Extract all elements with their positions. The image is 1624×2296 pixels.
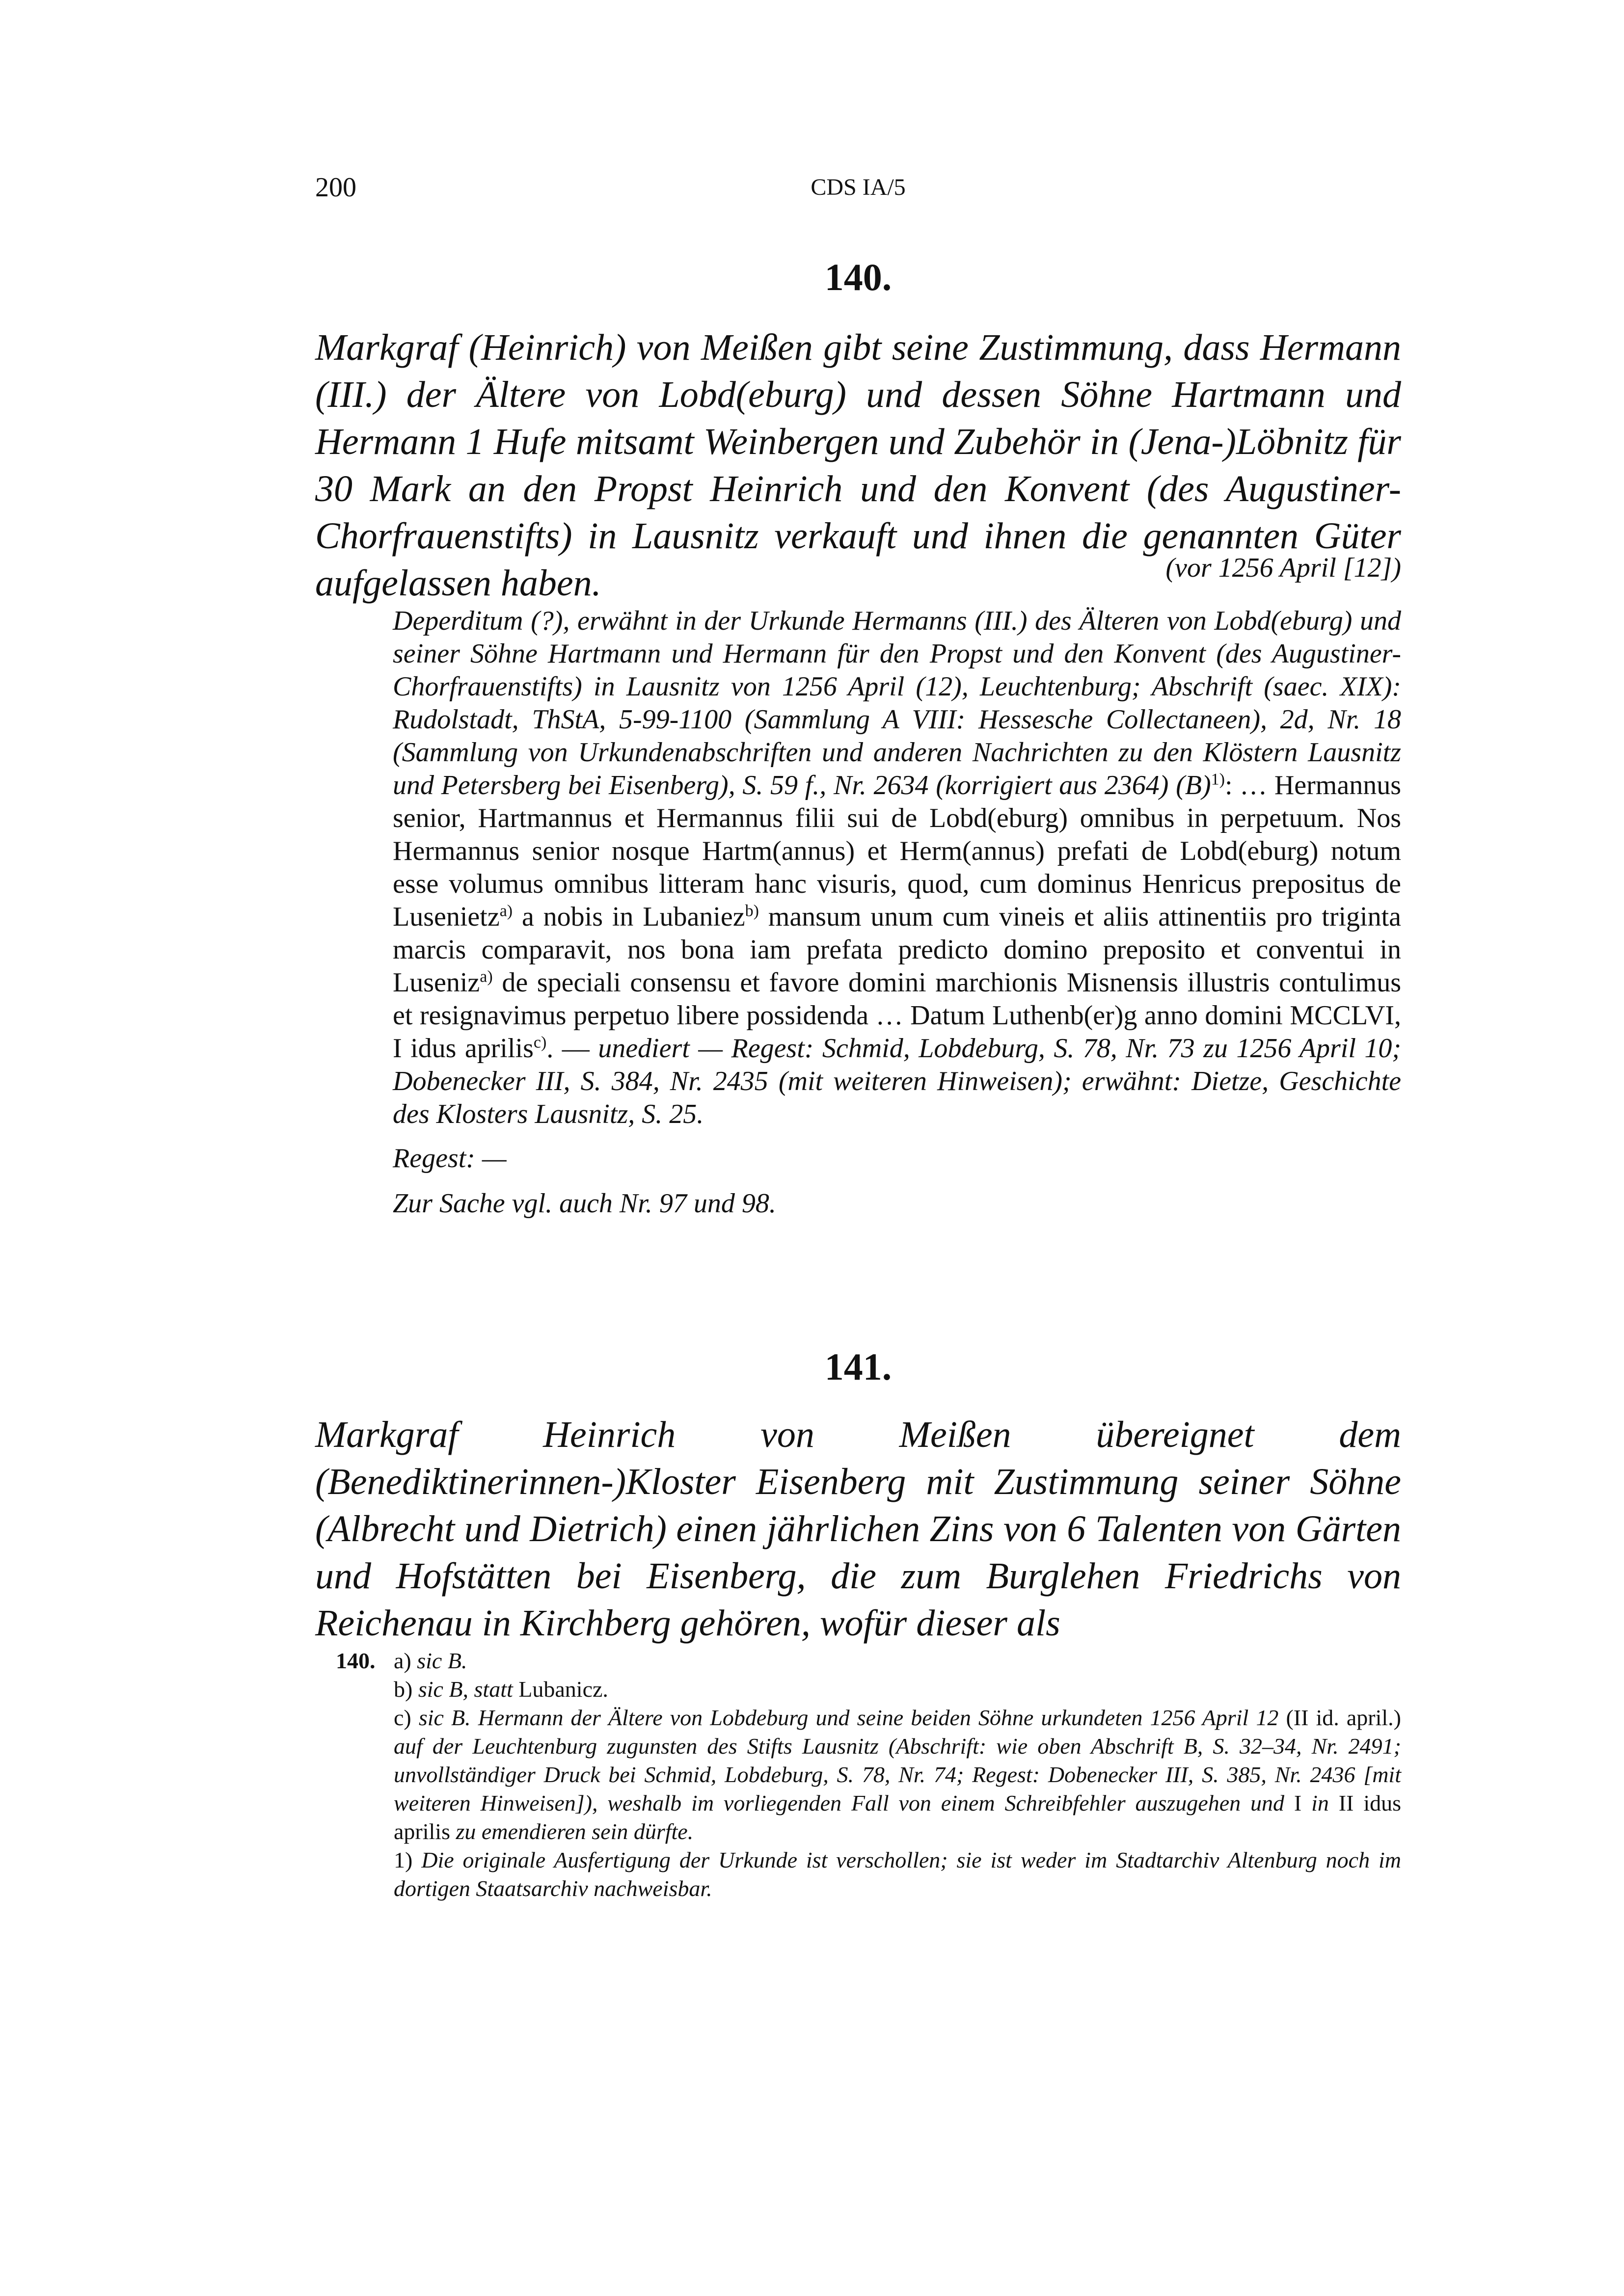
apparatus-text: Deperditum (?), erwähnt in der Urkunde Hermanns (III.) des Älteren von Lobd(eburg) und seiner Söhne Hartmann und Hermann für den Propst und den Konvent (des Augustiner-Chorfrauenstifts) in Lausnitz von 1256 April (12), Leuchtenburg; Abschrift (saec. XIX): Rudolstadt, ThStA, 5-99-1100 (Sammlung A VIII: Hessesche Collectaneen), 2d, Nr. 18 (Sammlung von Urkundenabschriften und anderen Nachrichten zu den Klöstern Lausnitz und Petersberg bei Eisenberg), S. 59 f., Nr. 2634 (korrigiert aus 2364) (B) [393,606,1401,801]
footnote-document-number: 140. [336,1648,376,1673]
footnotes [315,1647,1401,1961]
footnote-a [394,1647,1401,1675]
footnote-marker: a) [499,902,513,920]
footnote-text: sic B. [417,1648,467,1673]
footnote-text: sic B. Hermann der Ältere von Lobdeburg und seine beiden Söhne urkundeten 1256 April 12 [418,1705,1279,1730]
document-apparatus-140 [393,605,1401,1131]
footnote-body [394,1647,1401,1903]
footnote-text: in [1311,1790,1329,1815]
footnote-text: Die originale Ausfertigung der Urkunde ist verschollen; sie ist weder im Stadtarchiv Altenburg noch im dortigen Staatsarchiv nachweisbar. [394,1847,1401,1901]
document-summary-140: Markgraf (Heinrich) von Meißen gibt seine Zustimmung, dass Hermann (III.) der Ältere von Lobd(eburg) und dessen Söhne Hartmann und Hermann 1 Hufe mitsamt Weinbergen und Zubehör in (Jena-)Löbnitz für 30 Mark an den Propst Heinrich und den Konvent (des Augustiner-Chorfrauenstifts) in Lausnitz verkauft und ihnen die genannten Güter aufgelassen haben. [315,327,1401,604]
dash-separator: . — [546,1033,598,1064]
document-summary-141: Markgraf Heinrich von Meißen übereignet dem (Benediktinerinnen-)Kloster Eisenberg mit Zustimmung seiner Söhne (Albrecht und Dietrich) einen jährlichen Zins von 6 Talenten von Gärten und Hofstätten bei Eisenberg, die zum Burglehen Friedrichs von Reichenau in Kirchberg gehören, wofür dieser als [315,1414,1401,1644]
page-header [315,172,1401,211]
footnote-1 [394,1846,1401,1903]
footnote-marker: 1) [1211,770,1225,789]
footnote-text: auf der Leuchtenburg zugunsten des Stifts Lausnitz (Abschrift: wie oben Abschrift B, S. 32–34, Nr. 2491; unvollständiger Druck bei Schmid, Lobdeburg, S. 78, Nr. 74; Regest: Dobenecker III, S. 385, Nr. 2436 [mit weiteren Hinweisen]), weshalb im vorliegenden Fall von einem Schreibfehler auszugehen und [394,1734,1401,1815]
footnote-mark: c) [394,1705,419,1730]
latin-excerpt: mansum unum cum vineis et aliis attinentiis pro triginta marcis comparavit, nos bona iam prefata predicto domino preposito et conventui in Luseniz [393,902,1401,998]
footnote-mark: b) [394,1677,418,1702]
footnote-mark: 1) [394,1847,422,1872]
apparatus-text: unediert — Regest: Schmid, Lobdeburg, S. 78, Nr. 73 zu 1256 April 10; Dobenecker III, S. 384, Nr. 2435 (mit weiteren Hinweisen); erwähnt: Dietze, Geschichte des Klosters Lausnitz, S. 25. [393,1033,1401,1129]
footnote-text: sic B, statt [418,1677,513,1702]
footnote-mark: a) [394,1648,417,1673]
footnote-c [394,1704,1401,1846]
footnote-text: (II id. april.) [1278,1705,1401,1730]
footnote-text: zu emendieren sein dürfte. [456,1819,694,1844]
zur-sache-line: Zur Sache vgl. auch Nr. 97 und 98. [393,1188,776,1219]
footnote-marker: b) [745,902,759,920]
footnote-text: II idus aprilis [394,1790,1401,1844]
footnote-marker: a) [480,967,493,986]
document-number-141: 141. [824,1345,892,1388]
footnote-text: Lubanicz. [513,1677,608,1702]
latin-excerpt: a nobis in Lubaniez [513,902,745,932]
document-date-140: (vor 1256 April [12]) [1165,553,1401,583]
latin-excerpt: : … Hermannus senior, Hartmannus et Hermannus filii sui de Lobd(eburg) omnibus in perpetuum. Nos Hermannus senior nosque Hartm(annus) et Herm(annus) prefati de Lobd(eburg) notum esse volumus omnibus litteram hanc visuris, quod, cum dominus Henricus prepositus de Lusenietz [393,770,1401,932]
latin-excerpt: de speciali consensu et favore domini marchionis Misnensis illustris contulimus et resignavimus perpetuo libere possidenda … Datum Luthenb(er)g anno domini MCCLVI, I idus aprilis [393,967,1401,1064]
regest-line: Regest: — [393,1143,507,1174]
footnote-marker: c) [533,1033,547,1052]
page-number: 200 [315,172,356,203]
document-number-140: 140. [824,256,892,298]
running-title: CDS IA/5 [811,174,906,200]
footnote-text: I [1284,1790,1312,1815]
footnote-b [394,1675,1401,1704]
